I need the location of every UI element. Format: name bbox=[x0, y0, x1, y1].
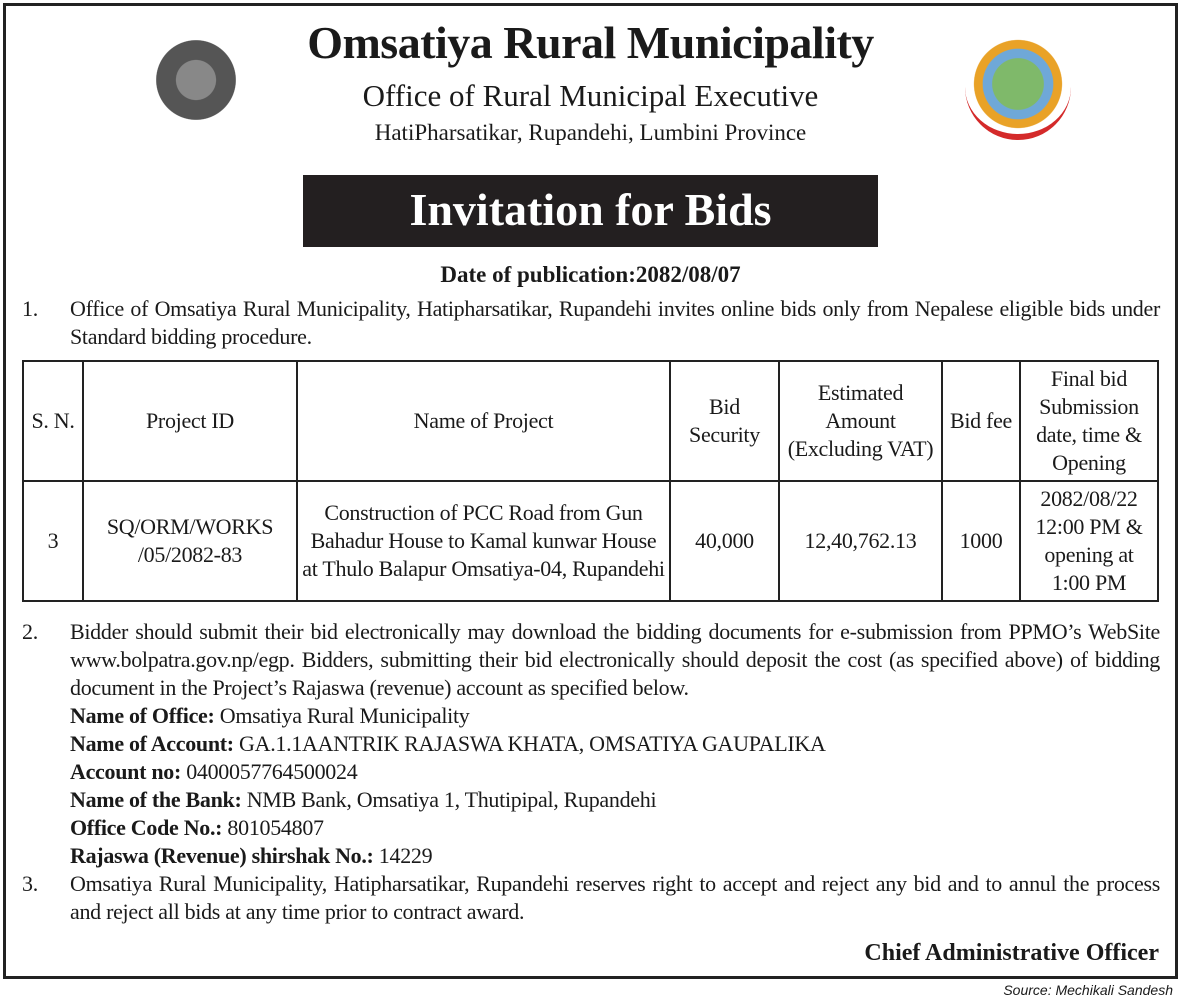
paragraph-number: 2. bbox=[22, 619, 38, 644]
office-name: Office of Rural Municipal Executive bbox=[362, 78, 819, 113]
paragraph-3 bbox=[22, 870, 1160, 926]
cell-project-id: SQ/ORM/WORKS /05/2082-83 bbox=[83, 481, 297, 601]
account-row-office-code: Office Code No.: 801054807 bbox=[70, 815, 324, 840]
account-details bbox=[70, 702, 826, 870]
source-credit: Source: Mechikali Sandesh bbox=[1003, 982, 1173, 998]
paragraph-text: Office of Omsatiya Rural Municipality, Hatipharsatikar, Rupandehi invites online bids only from Nepalese eligible bids under Standard bidding procedure. bbox=[70, 296, 1160, 349]
account-row-account-name: Name of Account: GA.1.1AANTRIK RAJASWA KHATA, OMSATIYA GAUPALIKA bbox=[70, 731, 826, 756]
account-row-bank: Name of the Bank: NMB Bank, Omsatiya 1, Thutipipal, Rupandehi bbox=[70, 787, 657, 812]
bid-table bbox=[22, 360, 1159, 602]
account-row-office: Name of Office: Omsatiya Rural Municipality bbox=[70, 703, 470, 728]
table-header-row bbox=[23, 361, 1158, 481]
table-row bbox=[23, 481, 1158, 601]
col-sn: S. N. bbox=[23, 361, 83, 481]
office-address: HatiPharsatikar, Rupandehi, Lumbini Province bbox=[374, 120, 807, 145]
cell-submission-date: 2082/08/22 12:00 PM & opening at 1:00 PM bbox=[1020, 481, 1158, 601]
col-project-id: Project ID bbox=[83, 361, 297, 481]
account-row-shirshak: Rajaswa (Revenue) shirshak No.: 14229 bbox=[70, 843, 433, 868]
cell-project-name: Construction of PCC Road from Gun Bahadur House to Kamal kunwar House at Thulo Balapur Omsatiya-04, Rupandehi bbox=[297, 481, 670, 601]
publication-date: Date of publication:2082/08/07 bbox=[440, 262, 741, 287]
cell-bid-fee: 1000 bbox=[942, 481, 1020, 601]
notice-banner: Invitation for Bids bbox=[303, 175, 878, 247]
paragraph-1 bbox=[22, 295, 1160, 351]
paragraph-number: 3. bbox=[22, 871, 38, 896]
municipality-title: Omsatiya Rural Municipality bbox=[307, 17, 874, 68]
col-submission-date: Final bid Submission date, time & Opening bbox=[1020, 361, 1158, 481]
paragraph-text: Omsatiya Rural Municipality, Hatipharsatikar, Rupandehi reserves right to accept and reject any bid and to annul the process and reject all bids at any time prior to contract award. bbox=[70, 871, 1160, 924]
paragraph-number: 1. bbox=[22, 296, 38, 321]
col-project-name: Name of Project bbox=[297, 361, 670, 481]
account-row-account-no: Account no: 0400057764500024 bbox=[70, 759, 358, 784]
cell-sn: 3 bbox=[23, 481, 83, 601]
col-estimated-amount: Estimated Amount (Excluding VAT) bbox=[779, 361, 942, 481]
paragraph-text: Bidder should submit their bid electronically may download the bidding documents for e-submission from PPMO’s WebSite www.bolpatra.gov.np/egp. Bidders, submitting their bid electronically should deposit the cost (as specified above) of bidding document in the Project’s Rajaswa (revenue) account as specified below. bbox=[70, 619, 1160, 700]
paragraph-2 bbox=[22, 618, 1160, 702]
col-bid-fee: Bid fee bbox=[942, 361, 1020, 481]
cell-estimated-amount: 12,40,762.13 bbox=[779, 481, 942, 601]
col-bid-security: Bid Security bbox=[670, 361, 779, 481]
cell-bid-security: 40,000 bbox=[670, 481, 779, 601]
signature-title: Chief Administrative Officer bbox=[864, 940, 1159, 966]
